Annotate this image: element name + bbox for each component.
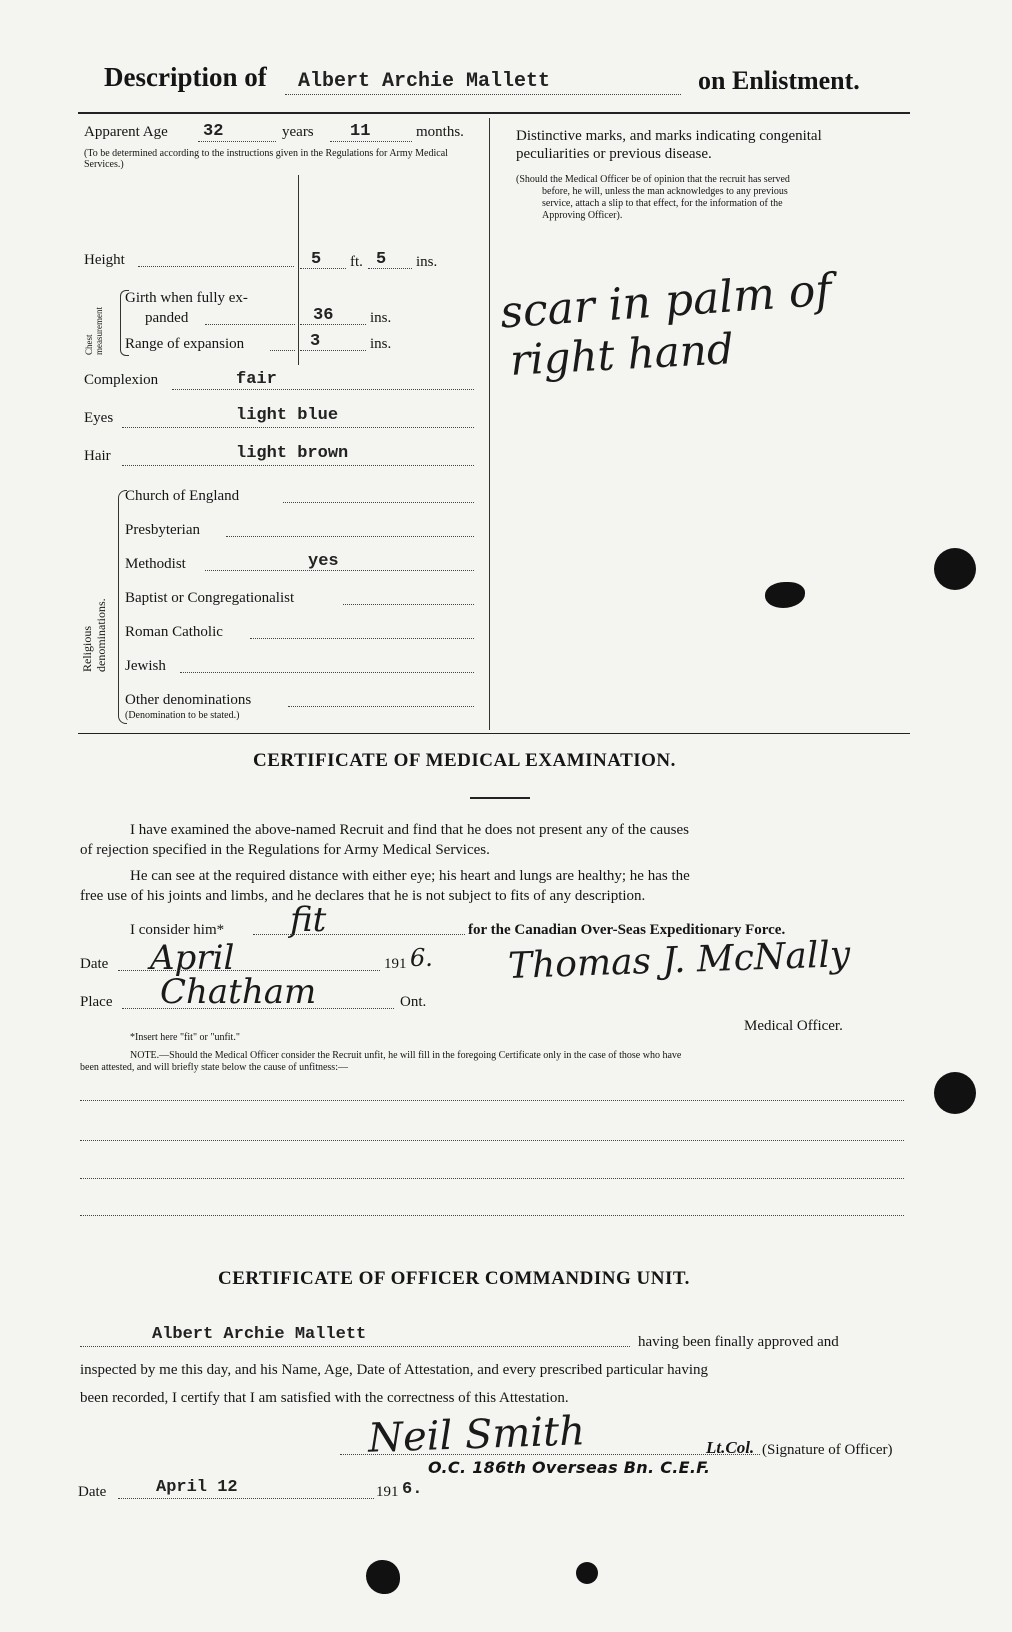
religion-item-baptist: Baptist or Congregationalist [125, 590, 295, 606]
age-label: Apparent Age [84, 124, 168, 140]
commanding-line3: been recorded, I certify that I am satisfied with the correctness of this Attestation. [80, 1390, 569, 1406]
left-column-divider [298, 175, 299, 365]
unfitness-line-4 [80, 1215, 904, 1216]
hair-value: light brown [236, 444, 349, 463]
distinctive-note-2: before, he will, unless the man acknowledges to any previous [542, 186, 788, 197]
medical-note-2: been attested, and will briefly state below the cause of unfitness:— [80, 1062, 348, 1073]
commanding-line2: inspected by me this day, and his Name, Age, Date of Attestation, and every prescribed particular having [80, 1362, 709, 1378]
height-label: Height [84, 252, 125, 268]
height-ft-value: 5 [311, 250, 322, 269]
header-name: Albert Archie Mallett [298, 70, 551, 93]
eyes-label: Eyes [84, 410, 114, 426]
medical-consider-value: fit [290, 900, 327, 940]
center-divider [489, 118, 490, 730]
header-suffix: on Enlistment. [698, 66, 860, 95]
religion-item-church-of-england: Church of England [125, 488, 240, 504]
height-ins-value: 5 [376, 250, 387, 269]
distinctive-handwritten-1: scar in palm of [498, 264, 834, 339]
unfitness-line-3 [80, 1178, 904, 1179]
religion-line-1 [283, 502, 474, 503]
religion-line-4 [343, 604, 474, 605]
middle-rule [78, 733, 910, 734]
unfitness-line-1 [80, 1100, 904, 1101]
religion-side-label: Religious denominations. [80, 598, 108, 672]
chest-girth-label-1: Girth when fully ex- [125, 290, 248, 306]
religion-item-jewish: Jewish [125, 658, 166, 674]
header [104, 62, 267, 93]
religion-line-3 [205, 570, 474, 571]
medical-officer-label: Medical Officer. [744, 1018, 843, 1034]
religion-item-roman-catholic: Roman Catholic [125, 624, 223, 640]
medical-para2-line1: He can see at the required distance with either eye; his heart and lungs are healthy; he has the [130, 868, 690, 884]
medical-place-label: Place [80, 994, 113, 1010]
medical-para2-line2: free use of his joints and limbs, and he declares that he is not subject to fits of any description. [80, 888, 646, 904]
distinctive-note-3: service, attach a slip to that effect, for the information of the [542, 198, 783, 209]
complexion-line [172, 389, 474, 390]
religion-line-5 [250, 638, 474, 639]
commanding-name-line [80, 1346, 630, 1347]
chest-range-leader [270, 350, 295, 351]
top-rule [78, 112, 910, 114]
chest-range-label: Range of expansion [125, 336, 245, 352]
hair-label: Hair [84, 448, 111, 464]
commanding-signature-label: (Signature of Officer) [762, 1442, 893, 1458]
medical-para1-line2: of rejection specified in the Regulations for Army Medical Services. [80, 842, 490, 858]
commanding-stamp: O.C. 186th Overseas Bn. C.E.F. [428, 1458, 711, 1477]
chest-range-unit: ins. [370, 336, 392, 352]
medical-place-value: Chatham [160, 972, 317, 1012]
punch-hole-1 [934, 548, 976, 590]
commanding-line1-suffix: having been finally approved and [638, 1334, 839, 1350]
medical-note-1: NOTE.—Should the Medical Officer consider the Recruit unfit, he will fill in the foregoing Certificate only in the case of those who have [130, 1050, 682, 1061]
header-name-line [285, 94, 681, 95]
medical-para1-line1: I have examined the above-named Recruit and find that he does not present any of the causes [130, 822, 689, 838]
commanding-date-value: April 12 [156, 1478, 238, 1497]
chest-range-line [300, 350, 366, 351]
height-ins-line [368, 268, 412, 269]
commanding-rank: Lt.Col. [706, 1438, 755, 1457]
religion-other-note: (Denomination to be stated.) [125, 710, 240, 721]
ink-blot-2 [366, 1560, 400, 1594]
eyes-value: light blue [236, 406, 339, 425]
age-years-line [198, 141, 276, 142]
unfitness-line-2 [80, 1140, 904, 1141]
chest-girth-value: 36 [313, 306, 334, 325]
age-months-label: months. [416, 124, 464, 140]
medical-date-label: Date [80, 956, 109, 972]
medical-insert-note: *Insert here "fit" or "unfit." [130, 1032, 240, 1043]
religion-line-7 [288, 706, 474, 707]
medical-year-suffix: 6. [410, 944, 433, 972]
medical-force-label: for the Canadian Over-Seas Expeditionary Force. [468, 922, 786, 938]
medical-year-prefix: 191 [384, 956, 407, 972]
medical-consider-line [253, 934, 465, 935]
religion-methodist-value: yes [308, 552, 339, 571]
commanding-signature-line [340, 1454, 760, 1455]
distinctive-handwritten-2: right hand [508, 324, 735, 385]
commanding-signature: Neil Smith [367, 1408, 586, 1462]
chest-girth-label-2: panded [145, 310, 189, 326]
complexion-value: fair [236, 370, 277, 389]
medical-title-ornament [470, 797, 530, 799]
age-note: (To be determined according to the instructions given in the Regulations for Army Medical Services.) [84, 148, 448, 170]
distinctive-title-1: Distinctive marks, and marks indicating congenital [516, 128, 822, 144]
chest-side-label: Chest measurement [84, 307, 104, 355]
header-prefix: Description of [104, 62, 267, 92]
religion-item-other: Other denominations [125, 692, 252, 708]
ink-blot-3 [576, 1562, 598, 1584]
ink-blot-1 [765, 582, 805, 608]
medical-date-line [118, 970, 380, 971]
age-years-label: years [282, 124, 314, 140]
medical-consider-label: I consider him* [130, 922, 225, 938]
chest-girth-unit: ins. [370, 310, 392, 326]
height-leader [138, 266, 294, 267]
eyes-line [122, 427, 474, 428]
height-ins-label: ins. [416, 254, 438, 270]
religion-item-methodist: Methodist [125, 556, 186, 572]
punch-hole-2 [934, 1072, 976, 1114]
distinctive-title-2: peculiarities or previous disease. [516, 146, 712, 162]
distinctive-note-4: Approving Officer). [542, 210, 623, 221]
medical-title: CERTIFICATE OF MEDICAL EXAMINATION. [253, 750, 676, 771]
age-months-value: 11 [350, 122, 371, 141]
age-years-value: 32 [203, 122, 224, 141]
chest-range-value: 3 [310, 332, 321, 351]
medical-place-line [122, 1008, 394, 1009]
chest-girth-line [300, 324, 366, 325]
commanding-name: Albert Archie Mallett [152, 1325, 367, 1344]
commanding-title: CERTIFICATE OF OFFICER COMMANDING UNIT. [218, 1268, 690, 1289]
commanding-year-prefix: 191 [376, 1484, 399, 1500]
chest-girth-leader [205, 324, 295, 325]
medical-date-value: April [150, 938, 235, 978]
medical-province: Ont. [400, 994, 427, 1010]
height-ft-line [300, 268, 346, 269]
height-ft-label: ft. [350, 254, 363, 270]
hair-line [122, 465, 474, 466]
age-months-line [330, 141, 412, 142]
commanding-date-line [118, 1498, 374, 1499]
religion-item-presbyterian: Presbyterian [125, 522, 200, 538]
complexion-label: Complexion [84, 372, 159, 388]
religion-line-6 [180, 672, 474, 673]
religion-line-2 [226, 536, 474, 537]
medical-signature: Thomas J. McNally [507, 934, 851, 987]
commanding-date-label: Date [78, 1484, 107, 1500]
commanding-year-suffix: 6. [402, 1480, 423, 1499]
distinctive-note-1: (Should the Medical Officer be of opinion that the recruit has served [516, 174, 790, 185]
